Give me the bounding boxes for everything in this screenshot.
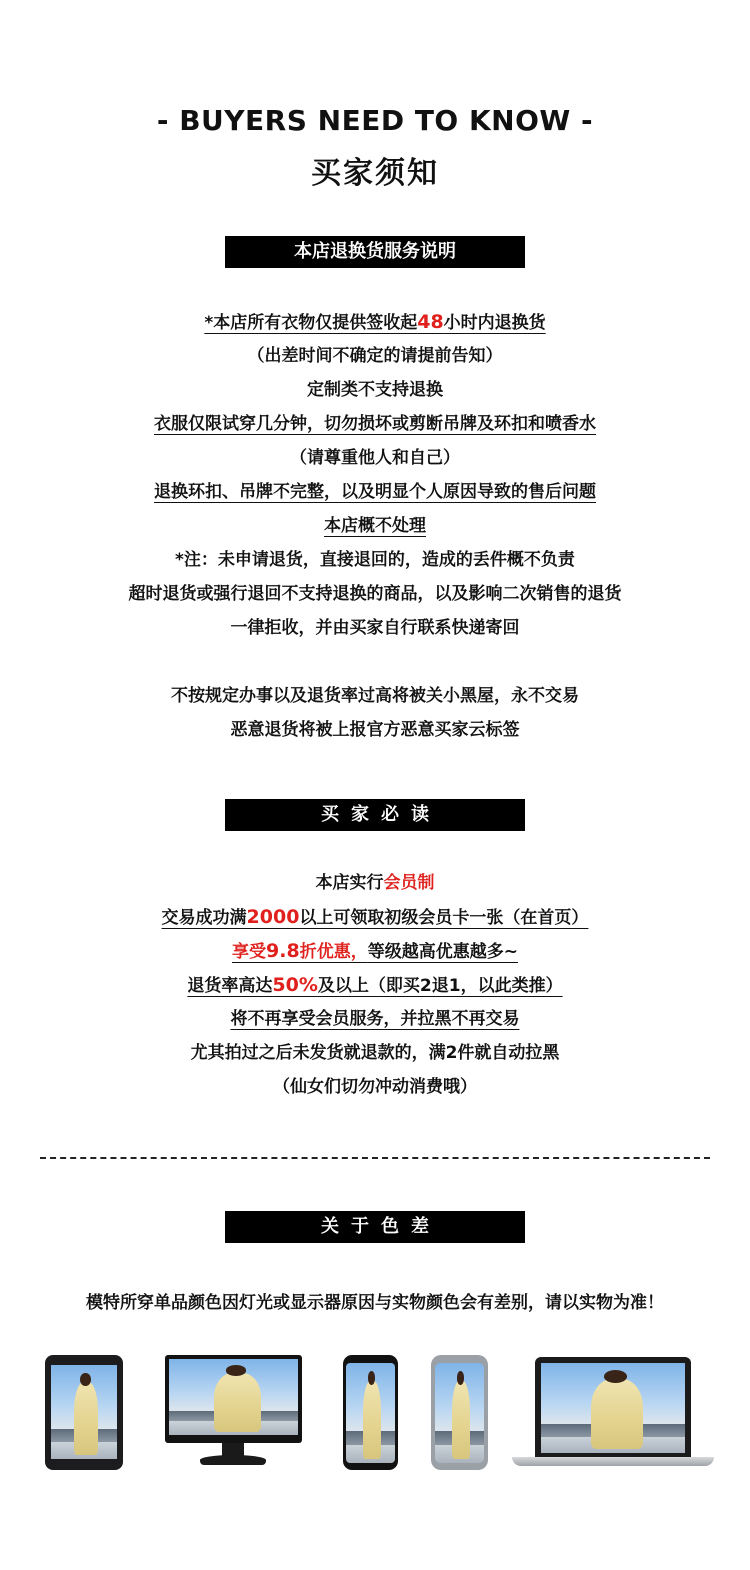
page-title-en: - BUYERS NEED TO KNOW -	[156, 104, 594, 137]
policy-line-9: 超时退货或强行退回不支持退换的商品，以及影响二次销售的退货	[128, 584, 622, 604]
monitor-base	[200, 1455, 266, 1465]
policy-line-5: （请尊重他人和自己）	[290, 448, 460, 468]
section-heading-color-difference: 关于色差	[225, 1211, 525, 1243]
member-line-2: 交易成功满2000以上可领取初级会员卡一张（在首页）	[161, 906, 589, 928]
member-line-6: 尤其拍过之后未发货就退款的，满2件就自动拉黑	[190, 1043, 560, 1063]
section-heading-must-read: 买家必读	[225, 799, 525, 831]
monitor-icon	[165, 1355, 302, 1443]
policy-line-4: 衣服仅限试穿几分钟，切勿损坏或剪断吊牌及环扣和喷香水	[154, 414, 596, 434]
policy-line-8: *注：未申请退货，直接退回的，造成的丢件概不负责	[175, 550, 575, 570]
page-title-cn: 买家须知	[311, 156, 439, 191]
color-difference-note: 模特所穿单品颜色因灯光或显示器原因与实物颜色会有差别，请以实物为准！	[86, 1293, 664, 1313]
policy-line-3: 定制类不支持退换	[307, 380, 443, 400]
member-line-4: 退货率高达50%及以上（即买2退1，以此类推）	[187, 974, 563, 996]
policy-line-10: 一律拒收，并由买家自行联系快递寄回	[230, 618, 520, 638]
phone-icon	[431, 1355, 488, 1470]
member-line-5: 将不再享受会员服务，并拉黑不再交易	[230, 1009, 520, 1029]
spacer	[0, 645, 750, 679]
policy-line-11: 不按规定办事以及退货率过高将被关小黑屋，永不交易	[171, 686, 579, 706]
policy-line-7: 本店概不处理	[324, 516, 426, 536]
member-line-1: 本店实行会员制	[315, 873, 435, 893]
laptop-icon	[535, 1357, 691, 1457]
section-heading-return-policy: 本店退换货服务说明	[225, 236, 525, 268]
policy-line-2: （出差时间不确定的请提前告知）	[247, 346, 503, 366]
phone-icon	[343, 1355, 398, 1470]
membership-text	[0, 866, 750, 1104]
member-line-7: （仙女们切勿冲动消费哦）	[273, 1077, 477, 1097]
laptop-base	[512, 1457, 714, 1466]
tablet-icon	[45, 1355, 123, 1470]
dashed-divider	[40, 1157, 710, 1159]
policy-line-1: *本店所有衣物仅提供签收起48小时内退换货	[204, 311, 546, 333]
policy-line-12: 恶意退货将被上报官方恶意买家云标签	[230, 720, 520, 740]
member-line-3: 享受9.8折优惠，等级越高优惠越多~	[232, 940, 518, 962]
policy-line-6: 退换环扣、吊牌不完整，以及明显个人原因导致的售后问题	[154, 482, 596, 502]
return-policy-text	[0, 305, 750, 747]
